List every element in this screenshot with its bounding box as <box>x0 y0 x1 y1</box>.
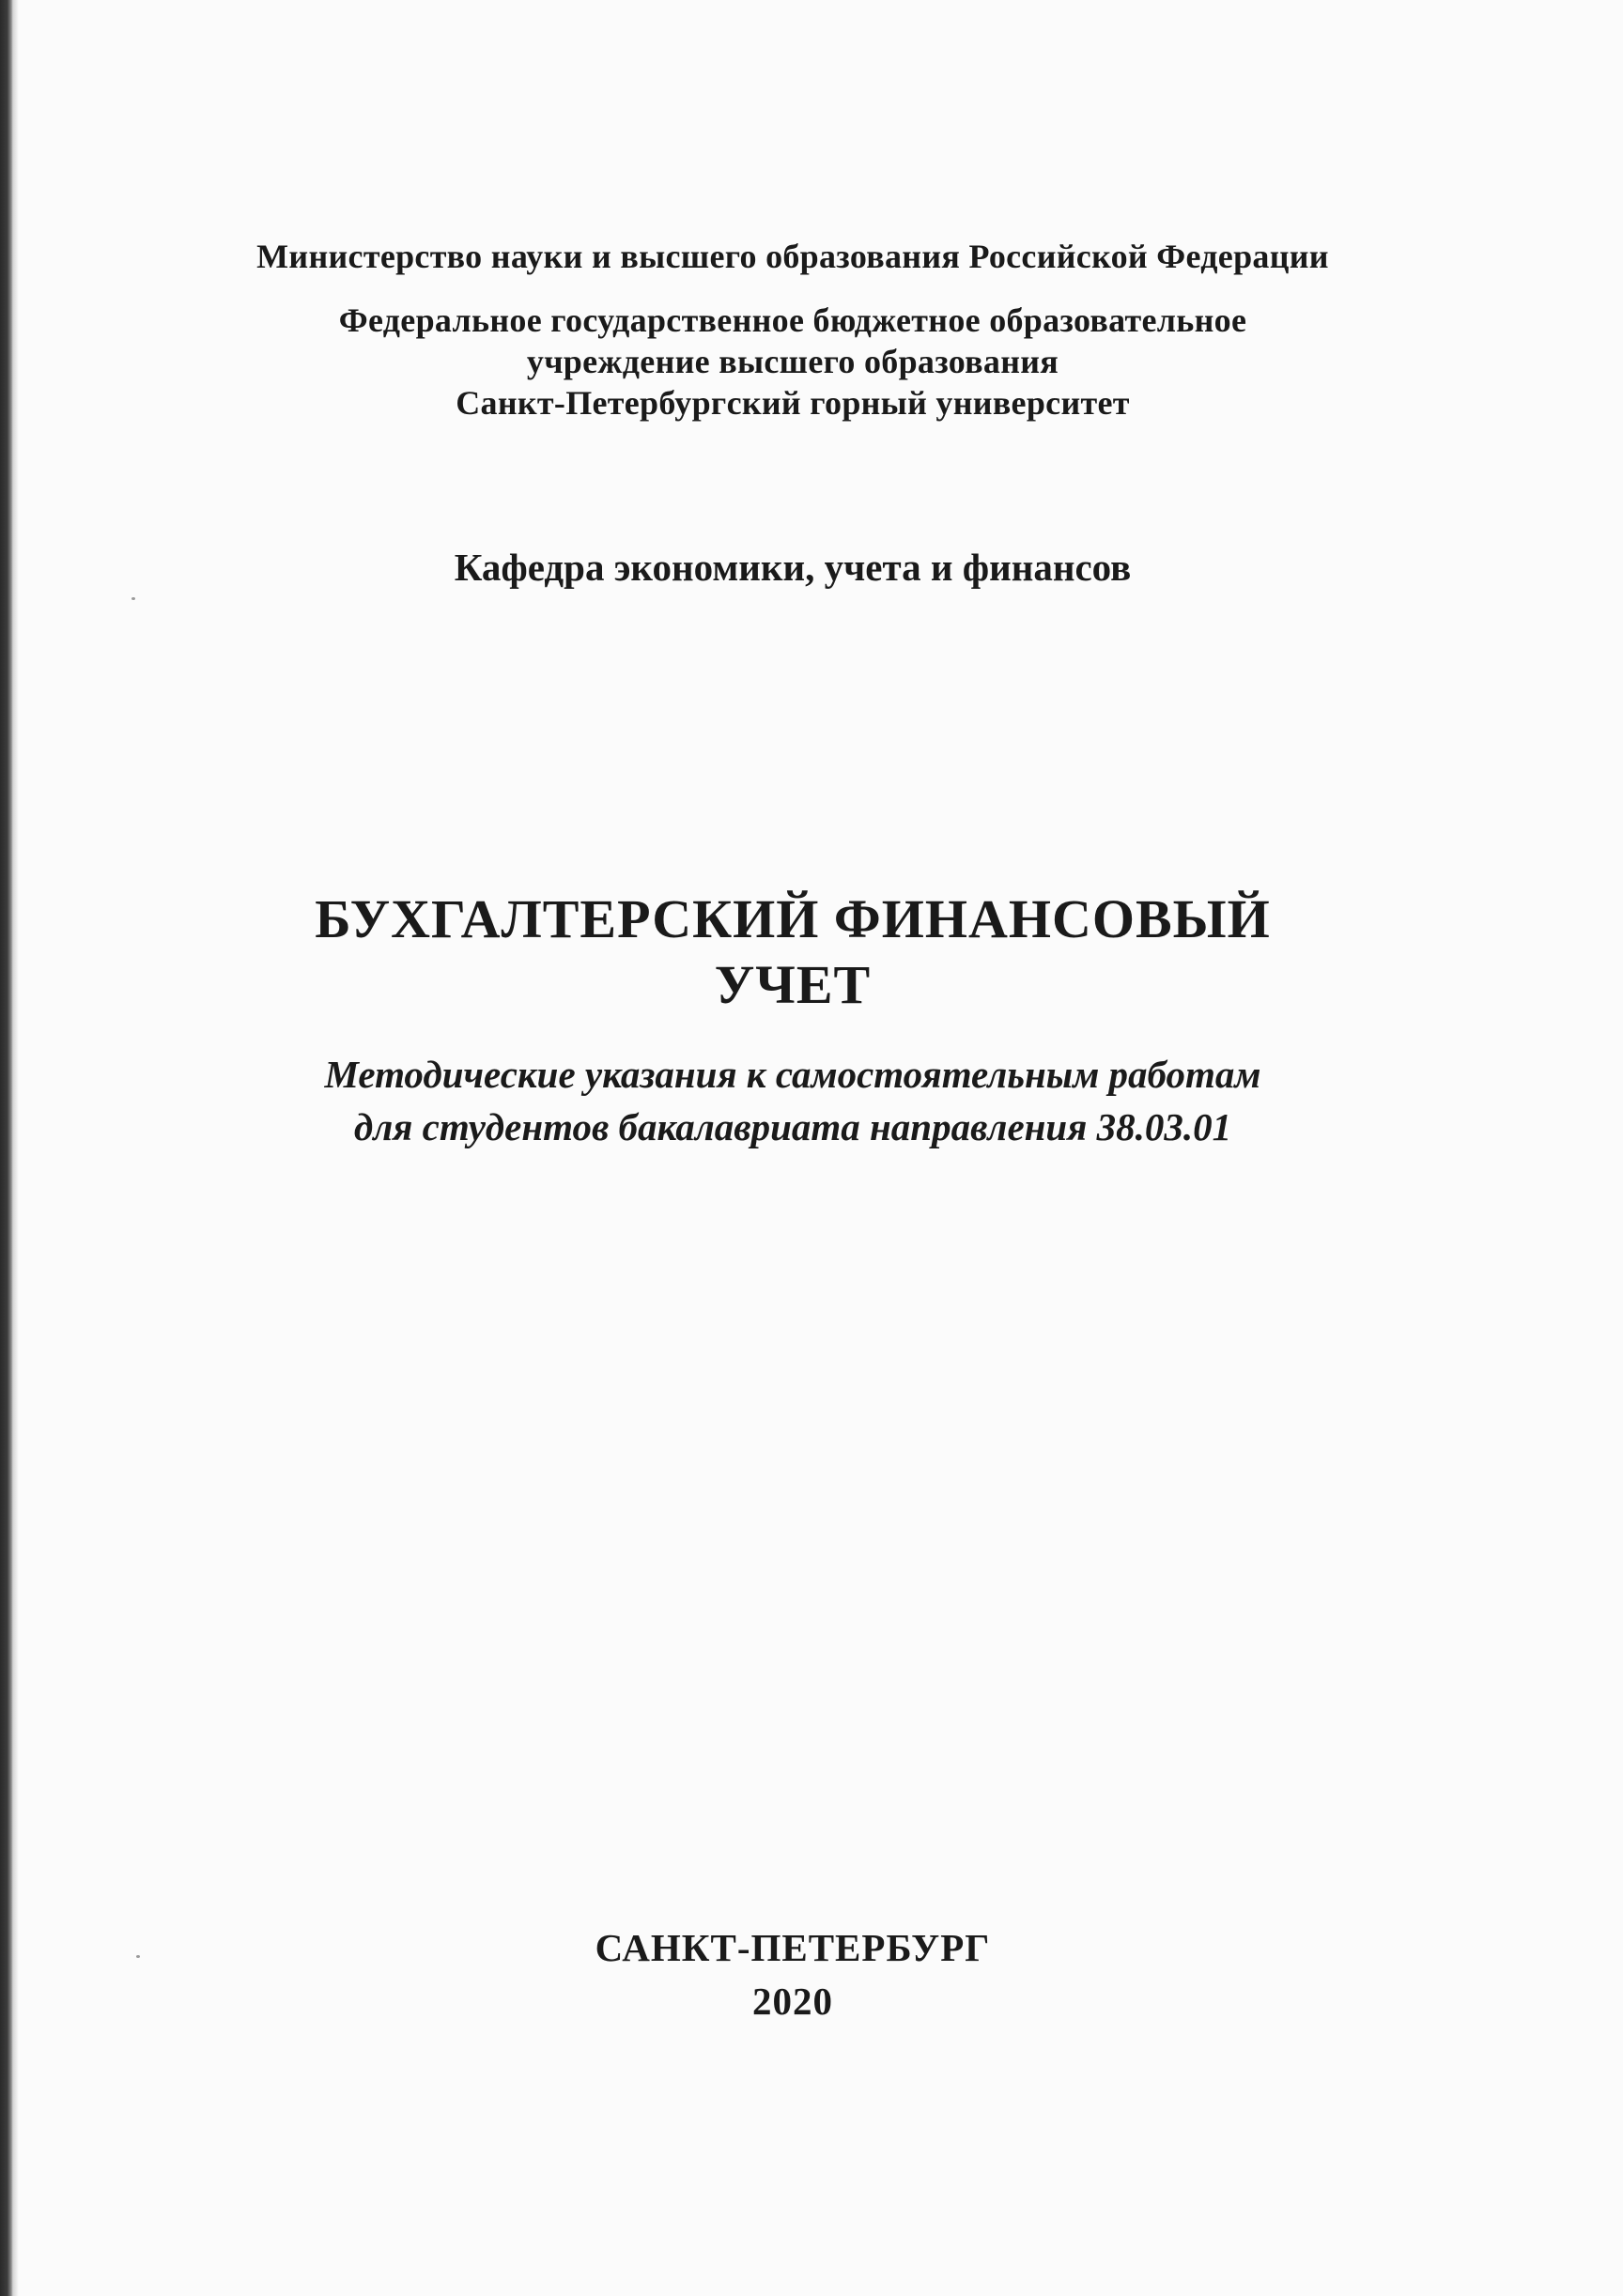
document-subtitle-line-2: для студентов бакалавриата направления 38.03.01 <box>353 1105 1232 1148</box>
scan-speck <box>131 597 135 600</box>
department-name: Кафедра экономики, учета и финансов <box>454 546 1132 589</box>
publication-year: 2020 <box>752 1980 833 2023</box>
document-title-line-2: УЧЕТ <box>714 954 872 1015</box>
publication-city: САНКТ-ПЕТЕРБУРГ <box>595 1926 991 1969</box>
institution-line-2: учреждение высшего образования <box>526 343 1059 380</box>
institution-line-1: Федеральное государственное бюджетное образовательное <box>338 301 1247 339</box>
ministry-name: Министерство науки и высшего образования Российской Федерации <box>256 238 1329 275</box>
institution-line-3: Санкт-Петербургский горный университет <box>456 384 1130 422</box>
document-title-line-1: БУХГАЛТЕРСКИЙ ФИНАНСОВЫЙ <box>315 888 1271 949</box>
document-subtitle-line-1: Методические указания к самостоятельным работам <box>324 1053 1261 1096</box>
